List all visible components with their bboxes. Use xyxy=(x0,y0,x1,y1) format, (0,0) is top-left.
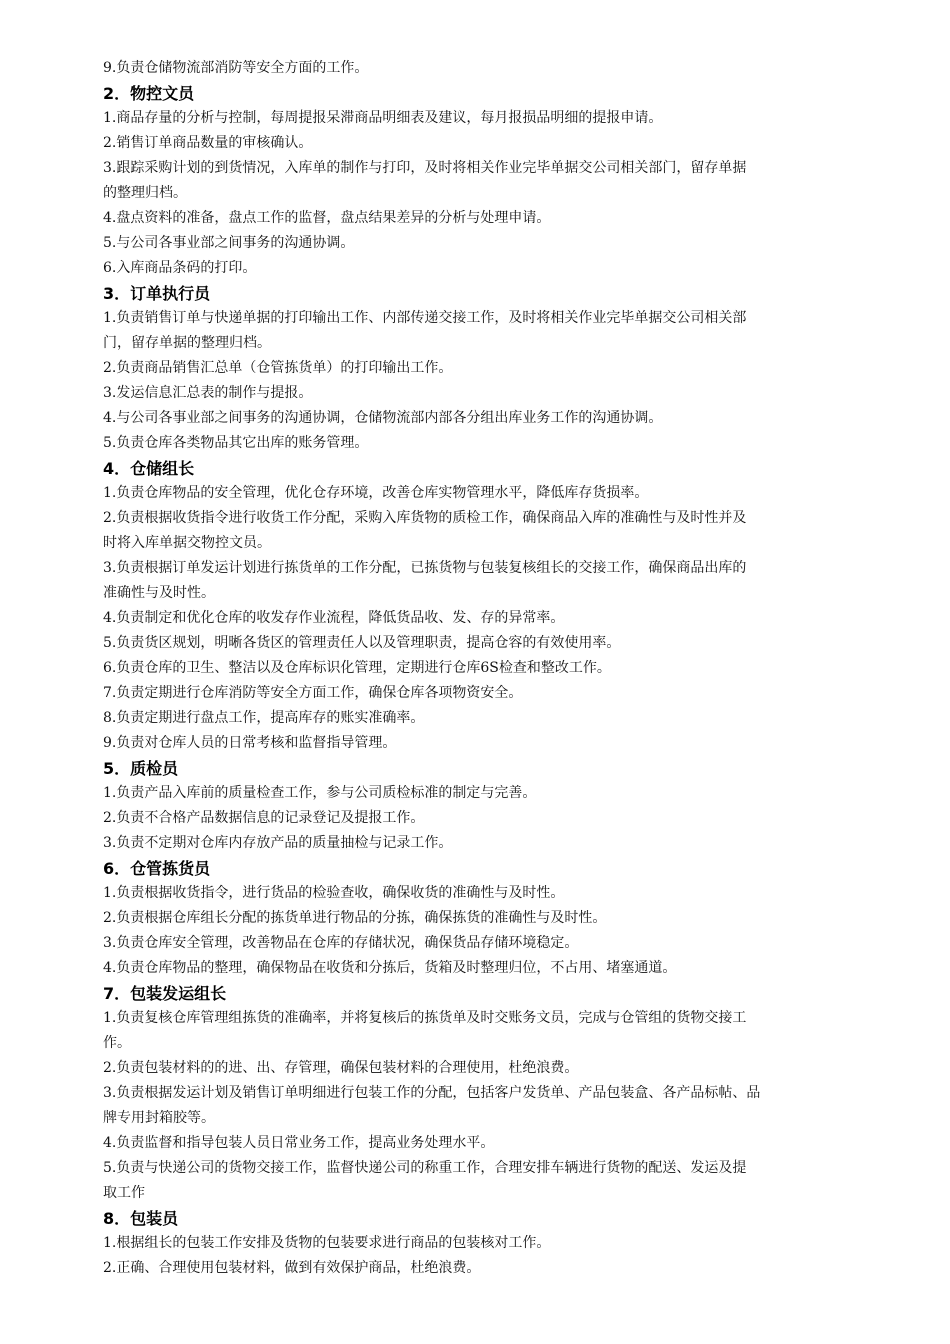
text-line: 4.盘点资料的准备，盘点工作的监督，盘点结果差异的分析与处理申请。 xyxy=(103,210,551,226)
section-heading: 5．质检员 xyxy=(103,759,179,778)
text-line: 3.负责根据发运计划及销售订单明细进行包装工作的分配，包括客户发货单、产品包装盒、各产品标帖、品 xyxy=(103,1085,761,1101)
text-line: 5.与公司各事业部之间事务的沟通协调。 xyxy=(103,235,355,251)
text-line: 9.负责仓储物流部消防等安全方面的工作。 xyxy=(103,60,369,76)
text-line: 门，留存单据的整理归档。 xyxy=(103,335,271,351)
text-line: 作。 xyxy=(103,1035,131,1051)
text-line: 1.负责根据收货指令，进行货品的检验查收，确保收货的准确性与及时性。 xyxy=(103,885,565,901)
text-line: 7.负责定期进行仓库消防等安全方面工作，确保仓库各项物资安全。 xyxy=(103,685,523,701)
text-line: 3.发运信息汇总表的制作与提报。 xyxy=(103,385,313,401)
text-line: 2.负责不合格产品数据信息的记录登记及提报工作。 xyxy=(103,810,425,826)
text-line: 1.负责销售订单与快递单据的打印输出工作、内部传递交接工作，及时将相关作业完毕单据交公司相关部 xyxy=(103,310,747,326)
text-line: 4.负责制定和优化仓库的收发存作业流程，降低货品收、发、存的异常率。 xyxy=(103,610,565,626)
text-line: 5.负责仓库各类物品其它出库的账务管理。 xyxy=(103,435,369,451)
text-line: 取工作 xyxy=(103,1185,145,1201)
text-line: 5.负责与快递公司的货物交接工作，监督快递公司的称重工作，合理安排车辆进行货物的配送、发运及提 xyxy=(103,1160,747,1176)
text-line: 2.负责商品销售汇总单（仓管拣货单）的打印输出工作。 xyxy=(103,360,453,376)
text-line: 2.负责包装材料的的进、出、存管理，确保包装材料的合理使用，杜绝浪费。 xyxy=(103,1060,579,1076)
text-line: 3.负责仓库安全管理，改善物品在仓库的存储状况，确保货品存储环境稳定。 xyxy=(103,935,579,951)
text-line: 的整理归档。 xyxy=(103,185,187,201)
text-line: 8.负责定期进行盘点工作，提高库存的账实准确率。 xyxy=(103,710,425,726)
text-line: 牌专用封箱胶等。 xyxy=(103,1110,215,1126)
text-line: 2.销售订单商品数量的审核确认。 xyxy=(103,135,313,151)
text-line: 准确性与及时性。 xyxy=(103,585,215,601)
text-line: 1.负责产品入库前的质量检查工作，参与公司质检标准的制定与完善。 xyxy=(103,785,537,801)
text-line: 2.负责根据收货指令进行收货工作分配，采购入库货物的质检工作，确保商品入库的准确性与及时性并及 xyxy=(103,510,747,526)
document-body xyxy=(103,56,863,1281)
text-line: 6.负责仓库的卫生、整洁以及仓库标识化管理，定期进行仓库6S检查和整改工作。 xyxy=(103,660,611,676)
text-line: 3.跟踪采购计划的到货情况，入库单的制作与打印，及时将相关作业完毕单据交公司相关部门，留存单据 xyxy=(103,160,747,176)
text-line: 6.入库商品条码的打印。 xyxy=(103,260,257,276)
text-line: 9.负责对仓库人员的日常考核和监督指导管理。 xyxy=(103,735,397,751)
section-heading: 8．包装员 xyxy=(103,1209,179,1228)
section-heading: 2．物控文员 xyxy=(103,84,195,103)
text-line: 2.负责根据仓库组长分配的拣货单进行物品的分拣，确保拣货的准确性与及时性。 xyxy=(103,910,607,926)
section-heading: 4．仓储组长 xyxy=(103,459,195,478)
text-line: 3.负责不定期对仓库内存放产品的质量抽检与记录工作。 xyxy=(103,835,453,851)
text-line: 时将入库单据交物控文员。 xyxy=(103,535,271,551)
section-heading: 6．仓管拣货员 xyxy=(103,859,211,878)
text-line: 1.负责复核仓库管理组拣货的准确率，并将复核后的拣货单及时交账务文员，完成与仓管组的货物交接工 xyxy=(103,1010,747,1026)
text-line: 2.正确、合理使用包装材料，做到有效保护商品，杜绝浪费。 xyxy=(103,1260,481,1276)
section-heading: 3．订单执行员 xyxy=(103,284,211,303)
text-line: 1.商品存量的分析与控制，每周提报呆滞商品明细表及建议，每月报损品明细的提报申请。 xyxy=(103,110,663,126)
text-line: 1.负责仓库物品的安全管理，优化仓存环境，改善仓库实物管理水平，降低库存货损率。 xyxy=(103,485,649,501)
text-line: 5.负责货区规划，明晰各货区的管理责任人以及管理职责，提高仓容的有效使用率。 xyxy=(103,635,621,651)
text-line: 4.与公司各事业部之间事务的沟通协调，仓储物流部内部各分组出库业务工作的沟通协调。 xyxy=(103,410,663,426)
text-line: 3.负责根据订单发运计划进行拣货单的工作分配，已拣货物与包装复核组长的交接工作，确保商品出库的 xyxy=(103,560,747,576)
text-line: 4.负责监督和指导包装人员日常业务工作，提高业务处理水平。 xyxy=(103,1135,495,1151)
text-line: 1.根据组长的包装工作安排及货物的包装要求进行商品的包装核对工作。 xyxy=(103,1235,551,1251)
text-line: 4.负责仓库物品的整理，确保物品在收货和分拣后，货箱及时整理归位，不占用、堵塞通道。 xyxy=(103,960,677,976)
section-heading: 7．包装发运组长 xyxy=(103,984,227,1003)
